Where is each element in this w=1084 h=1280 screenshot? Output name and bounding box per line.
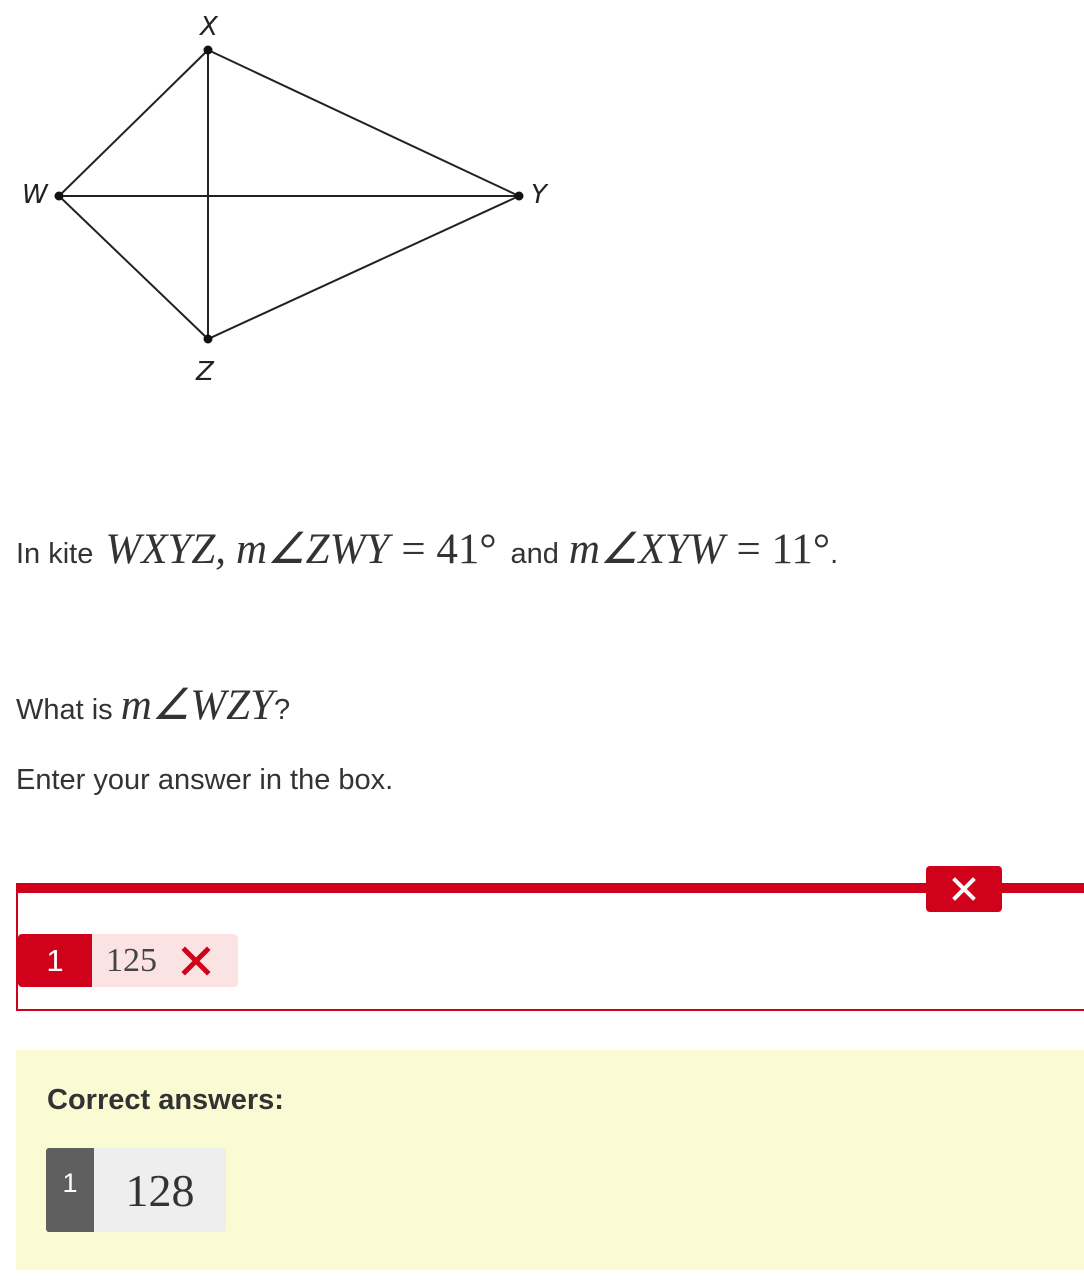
answer-index: 1 bbox=[18, 934, 92, 987]
vertex-x bbox=[204, 46, 213, 55]
problem-statement bbox=[16, 524, 838, 588]
angle-zwy: m∠ZWY bbox=[236, 526, 390, 573]
instruction-text: Enter your answer in the box. bbox=[16, 764, 394, 796]
kite-diagram bbox=[0, 0, 600, 400]
correct-answers-title: Correct answers: bbox=[47, 1084, 284, 1116]
angle-xyw: m∠XYW bbox=[568, 526, 725, 573]
correct-answer-chip bbox=[46, 1148, 226, 1232]
answer-chip[interactable] bbox=[18, 934, 238, 987]
vertex-z bbox=[204, 335, 213, 344]
incorrect-x-icon bbox=[181, 946, 211, 976]
label-w: W bbox=[22, 180, 48, 210]
angle-zwy-value: = 41° bbox=[401, 526, 497, 573]
correct-answer-value-box bbox=[94, 1148, 226, 1232]
vertex-y bbox=[515, 192, 524, 201]
label-x: X bbox=[200, 12, 218, 42]
question-prefix: What is bbox=[16, 694, 113, 726]
statement-end: . bbox=[830, 538, 839, 570]
close-icon bbox=[951, 876, 977, 902]
correct-answer-value: 128 bbox=[125, 1164, 195, 1216]
incorrect-badge bbox=[926, 866, 1002, 912]
question bbox=[16, 680, 290, 730]
angle-xyw-value: = 11° bbox=[736, 526, 831, 573]
answer-value-box bbox=[92, 934, 238, 987]
label-y: Y bbox=[531, 180, 547, 210]
kite-outline bbox=[59, 50, 519, 339]
question-suffix: ? bbox=[273, 694, 291, 726]
answer-value: 125 bbox=[106, 941, 157, 979]
vertex-w bbox=[55, 192, 64, 201]
statement-prefix: In kite bbox=[16, 538, 94, 570]
question-angle: m∠WZY bbox=[120, 682, 274, 729]
kite-name: WXYZ, bbox=[105, 526, 227, 573]
label-z: Z bbox=[196, 357, 214, 387]
correct-answer-index: 1 bbox=[46, 1148, 94, 1232]
correct-answers-panel bbox=[16, 1050, 1084, 1270]
statement-connector: and bbox=[510, 538, 559, 570]
